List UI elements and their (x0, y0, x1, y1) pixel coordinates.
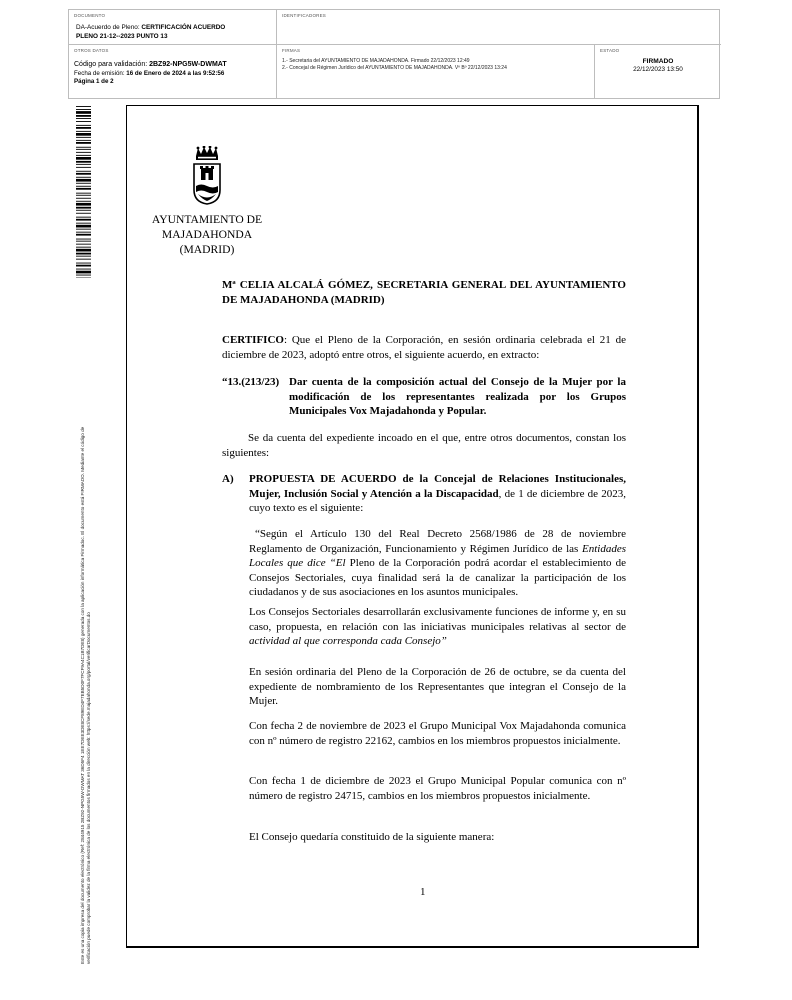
barcode-icon (76, 106, 91, 278)
signature-2: 2.- Concejal de Régimen Jurídico del AYUNTAMIENTO DE MAJADAHONDA. Vº Bº 22/12/2023 13:24 (282, 65, 507, 71)
quote-paragraph-4: Con fecha 2 de noviembre de 2023 el Grupo Municipal Vox Majadahonda comunica con nº número de registro 22162, cambios en los miembros propuestos inicialmente. (249, 720, 626, 747)
documento-second-line: PLENO 21-12--2023 PUNTO 13 (76, 33, 168, 40)
signature-metadata-box (68, 9, 720, 99)
certifico-paragraph (222, 333, 626, 362)
documento-bold-title: CERTIFICACIÓN ACUERDO (141, 24, 226, 31)
certifico-label: CERTIFICO (222, 334, 284, 346)
firmas-cell (277, 45, 595, 99)
otros-datos-label: OTROS DATOS (74, 48, 109, 53)
otros-datos-cell (69, 45, 277, 99)
cuenta-paragraph: Se da cuenta del expediente incoado en el que, entre otros documentos, constan los siguientes: (222, 432, 626, 459)
signature-status: FIRMADO (642, 58, 674, 65)
secretary-header: Mª CELIA ALCALÁ GÓMEZ, SECRETARIA GENERAL DEL AYUNTAMIENTO DE MAJADAHONDA (MADRID) (222, 279, 626, 306)
quote-2-start: Los Consejos Sectoriales desarrollarán exclusivamente funciones de informe y, en su caso, propuesta, en relación con las iniciativas municipales relativas al sector de (249, 606, 626, 633)
firmas-label: FIRMAS (282, 48, 301, 53)
quote-1-start: “Según el Artículo 130 del Real Decreto 2568/1986 de 28 de noviembre Reglamento de Organización, Funcionamiento y Régimen Jurídico de las (249, 528, 626, 555)
signature-1: 1.- Secretaria del AYUNTAMIENTO DE MAJADAHONDA. Firmado 22/12/2023 12:49 (282, 58, 470, 64)
certifico-text: : Que el Pleno de la Corporación, en sesión ordinaria celebrada el 21 de diciembre de 2023, adoptó entre otros, el siguiente acuerdo, en extracto: (222, 334, 626, 361)
agreement-title: Dar cuenta de la composición actual del Consejo de la Mujer por la modificación de los representantes realizada por los Grupos Municipales Vox Majadahonda y Popular. (289, 376, 626, 418)
letterhead-line-3: (MADRID) (179, 243, 235, 256)
validation-code-line (74, 61, 227, 68)
quote-paragraph-1 (249, 527, 626, 600)
documento-title (76, 23, 225, 41)
page-count: Página 1 de 2 (74, 78, 114, 85)
quote-paragraph-2 (249, 605, 626, 649)
letterhead-line-2: MAJADAHONDA (161, 228, 253, 241)
verification-side-note (80, 292, 91, 964)
emission-date-prefix: Fecha de emisión: (74, 70, 127, 77)
section-a-bold: PROPUESTA DE ACUERDO de la Concejal de Relaciones Institucionales, Mujer, Inclusión Social y Atención a la Discapacidad (249, 473, 626, 500)
documento-prefix: DA-Acuerdo de Pleno: (76, 24, 142, 31)
quote-paragraph-5: Con fecha 1 de diciembre de 2023 el Grupo Municipal Popular comunica con nº número de registro 24715, cambios en los miembros propuestos inicialmente. (249, 775, 626, 802)
letterhead (143, 212, 271, 257)
emission-date-line (74, 70, 224, 77)
section-a-paragraph (249, 472, 626, 516)
emission-date: 16 de Enero de 2024 a las 9:52:56 (126, 70, 225, 77)
identificadores-label: IDENTIFICADORES (282, 13, 327, 18)
consejo-paragraph: El Consejo quedaría constituido de la siguiente manera: (249, 831, 495, 843)
quote-1-end: Pleno de la Corporación podrá acordar el establecimiento de Consejos Sectoriales, cuya finalidad será la de canalizar la participación de los ciudadanos y de sus asociaciones en los asuntos municipales. (249, 557, 626, 599)
page-number: 1 (420, 886, 426, 898)
section-a-marker: A) (222, 473, 234, 485)
validation-code[interactable]: 2BZ92-NPG5W-DWMAT (149, 61, 227, 68)
section-a-rest: , de 1 de diciembre de 2023, cuyo texto es el siguiente: (249, 487, 626, 515)
agreement-number: “13.(213/23) (222, 376, 280, 388)
quote-paragraph-3: En sesión ordinaria del Pleno de la Corporación de 26 de octubre, se da cuenta del expediente de nombramiento de los Representantes que integran el Consejo de la Mujer. (249, 666, 626, 708)
estado-label: ESTADO (600, 48, 620, 53)
municipal-coat-of-arms-icon (190, 146, 224, 206)
letterhead-line-1: AYUNTAMIENTO DE (151, 213, 263, 226)
side-note-line-1: Este es una copia impresa del documento electrónico (Ref: 2844915 2BZ92-NPG5W-DWMAT 36D5F4 1EE7DEE3DE8CF89ED4F7EB5D0F7FCF9A4C1B7DE8) generada con la aplicación informática Firmadoc. El documento está FIRMADO. Mediante el código de (80, 426, 85, 964)
validation-code-prefix: Código para validación: (74, 61, 150, 68)
quote-1-italic: Entidades Locales que dice “El (249, 542, 626, 570)
side-note-line-2: verificación puede comprobar la validez de la firma electrónica de los documentos firmados en la dirección web: https://sede.majadahonda.org/portal/verificarDocumentos.do (85, 612, 91, 964)
quote-2-italic: actividad al que corresponda cada Consejo” (249, 635, 447, 648)
identificadores-cell (277, 10, 721, 45)
estado-cell (595, 45, 721, 99)
signature-status-date: 22/12/2023 13:50 (633, 66, 683, 73)
documento-label: DOCUMENTO (74, 13, 106, 18)
documento-cell (69, 10, 277, 45)
